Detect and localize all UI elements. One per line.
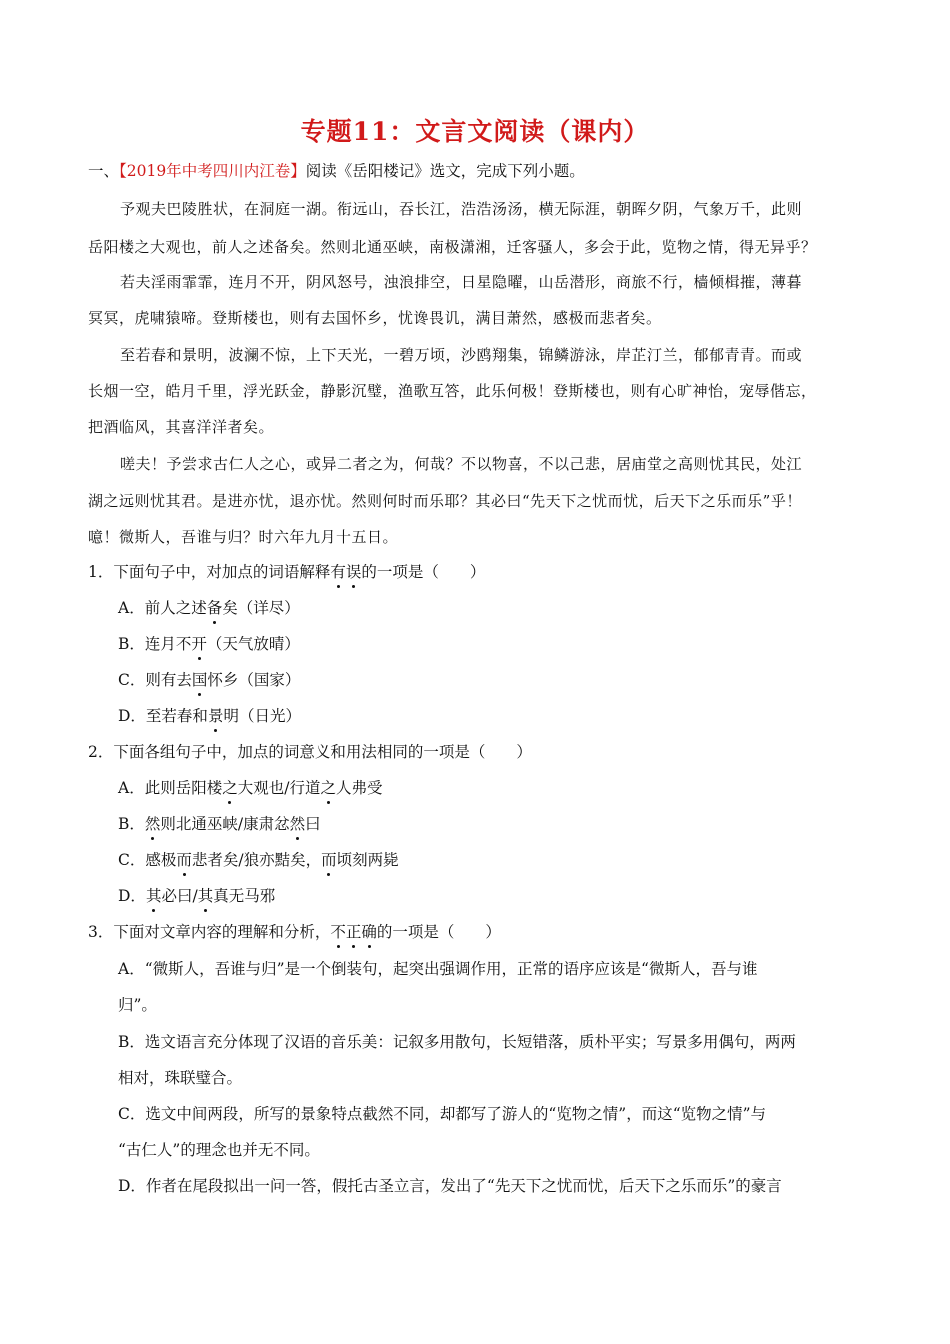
dotted-char: 而 [176, 851, 192, 869]
question-2-option-c [118, 849, 898, 871]
question-3-option-a-cont: 归”。 [118, 996, 157, 1014]
question-intro [88, 160, 868, 182]
option-text: D．至若春和 [118, 707, 208, 725]
option-text: 明（日光） [223, 707, 301, 725]
option-text: A．前人之述 [118, 599, 207, 617]
passage-line: 岳阳楼之大观也，前人之述备矣。然则北通巫峡，南极潇湘，迁客骚人，多会于此，览物之情，得无异乎？ [88, 238, 817, 256]
dotted-char: 然 [289, 815, 306, 833]
passage-line: 长烟一空，皓月千里，浮光跃金，静影沉璧，渔歌互答，此乐何极！登斯楼也，则有心旷神怡，宠辱偕忘， [88, 382, 817, 400]
passage-line: 予观夫巴陵胜状，在洞庭一湖。衔远山，吞长江，浩浩汤汤，横无际涯，朝晖夕阴，气象万千，此则 [120, 200, 803, 218]
option-text: （天气放晴） [206, 635, 300, 653]
question-1-option-a [118, 597, 898, 619]
passage-line: 噫！微斯人，吾谁与归？时六年九月十五日。 [88, 528, 399, 546]
option-text: B． [118, 815, 145, 833]
passage-line: 至若春和景明，波澜不惊，上下天光，一碧万顷，沙鸥翔集，锦鳞游泳，岸芷汀兰，郁郁青青。而或 [120, 346, 803, 364]
question-1-stem [88, 561, 868, 583]
passage-line: 嗟夫！予尝求古仁人之心，或异二者之为，何哉？不以物喜，不以己悲，居庙堂之高则忧其民，处江 [120, 455, 803, 473]
option-text: 人弗受 [335, 779, 383, 797]
option-text: 曰 [305, 815, 321, 833]
question-3-option-a: A．“微斯人，吾谁与归”是一个倒装句，起突出强调作用，正常的语序应该是“微斯人，吾与谁 [118, 960, 758, 978]
dotted-char: 之 [222, 779, 238, 797]
page-title: 专题11：文言文阅读（课内） [300, 117, 650, 146]
option-text: B．连月不 [118, 635, 192, 653]
option-text: 必曰/ [161, 887, 198, 905]
question-2-stem: 2．下面各组句子中，加点的词意义和用法相同的一项是（ ） [88, 743, 532, 761]
dotted-char: 然 [144, 815, 161, 833]
option-text: 矣（详尽） [222, 599, 300, 617]
dotted-char: 其 [145, 887, 162, 905]
question-1-option-d [118, 705, 898, 727]
dotted-char: 国 [191, 671, 208, 689]
question-1-option-b [118, 633, 898, 655]
option-text: 真无马邪 [213, 887, 276, 905]
dotted-char: 正 [345, 923, 362, 941]
stem-text: 的一项是（ ） [361, 563, 486, 581]
dotted-char: 其 [197, 887, 214, 905]
question-3-option-b: B．选文语言充分体现了汉语的音乐美：记叙多用散句，长短错落，质朴平实；写景多用偶句，两两 [118, 1033, 796, 1051]
option-text: 顷刻两毙 [336, 851, 399, 869]
option-text: 悲者矣/狼亦黠矣， [191, 851, 322, 869]
option-text: A．此则岳阳楼 [118, 779, 223, 797]
question-3-option-c: C．选文中间两段，所写的景象特点截然不同，却都写了游人的“览物之情”，而这“览物之情”与 [118, 1105, 767, 1123]
dotted-char: 备 [206, 599, 223, 617]
option-text: 怀乡（国家） [207, 671, 301, 689]
option-text: C．则有去 [118, 671, 192, 689]
dotted-char: 确 [361, 923, 377, 941]
dotted-char: 开 [191, 635, 207, 653]
instruction-text: 阅读《岳阳楼记》选文，完成下列小题。 [305, 162, 585, 180]
dotted-char: 之 [320, 779, 336, 797]
dotted-char: 误 [345, 563, 362, 581]
option-text: C．感极 [118, 851, 177, 869]
question-2-option-d [118, 885, 898, 907]
option-text: 大观也/行道 [237, 779, 321, 797]
question-1-option-c [118, 669, 898, 691]
option-text: 则北通巫峡/康肃忿 [160, 815, 290, 833]
stem-text: 1．下面句子中，对加点的词语解释 [88, 563, 331, 581]
dotted-char: 景 [207, 707, 224, 725]
question-2-option-a [118, 777, 898, 799]
question-3-option-b-cont: 相对，珠联璧合。 [118, 1069, 243, 1087]
dotted-char: 有 [330, 563, 346, 581]
question-2-option-b [118, 813, 898, 835]
dotted-char: 而 [321, 851, 337, 869]
dotted-char: 不 [330, 923, 346, 941]
section-number: 一、 [88, 162, 120, 180]
passage-line: 冥冥，虎啸猿啼。登斯楼也，则有去国怀乡，忧谗畏讥，满目萧然，感极而悲者矣。 [88, 309, 662, 327]
passage-line: 若夫淫雨霏霏，连月不开，阴风怒号，浊浪排空，日星隐曜，山岳潜形，商旅不行，樯倾楫摧，薄暮 [120, 273, 803, 291]
stem-text: 3．下面对文章内容的理解和分析， [88, 923, 331, 941]
passage-line: 把酒临风，其喜洋洋者矣。 [88, 418, 275, 436]
stem-text: 的一项是（ ） [376, 923, 501, 941]
question-3-option-d: D．作者在尾段拟出一问一答，假托古圣立言，发出了“先天下之忧而忧，后天下之乐而乐”的豪言 [118, 1177, 782, 1195]
question-3-stem [88, 921, 868, 943]
exam-source: 【2019年中考四川内江卷】 [119, 162, 306, 180]
question-3-option-c-cont: “古仁人”的理念也并无不同。 [118, 1141, 320, 1159]
passage-line: 湖之远则忧其君。是进亦忧，退亦忧。然则何时而乐耶？其必曰“先天下之忧而忧，后天下之乐而乐”乎！ [88, 492, 802, 510]
option-text: D． [118, 887, 146, 905]
